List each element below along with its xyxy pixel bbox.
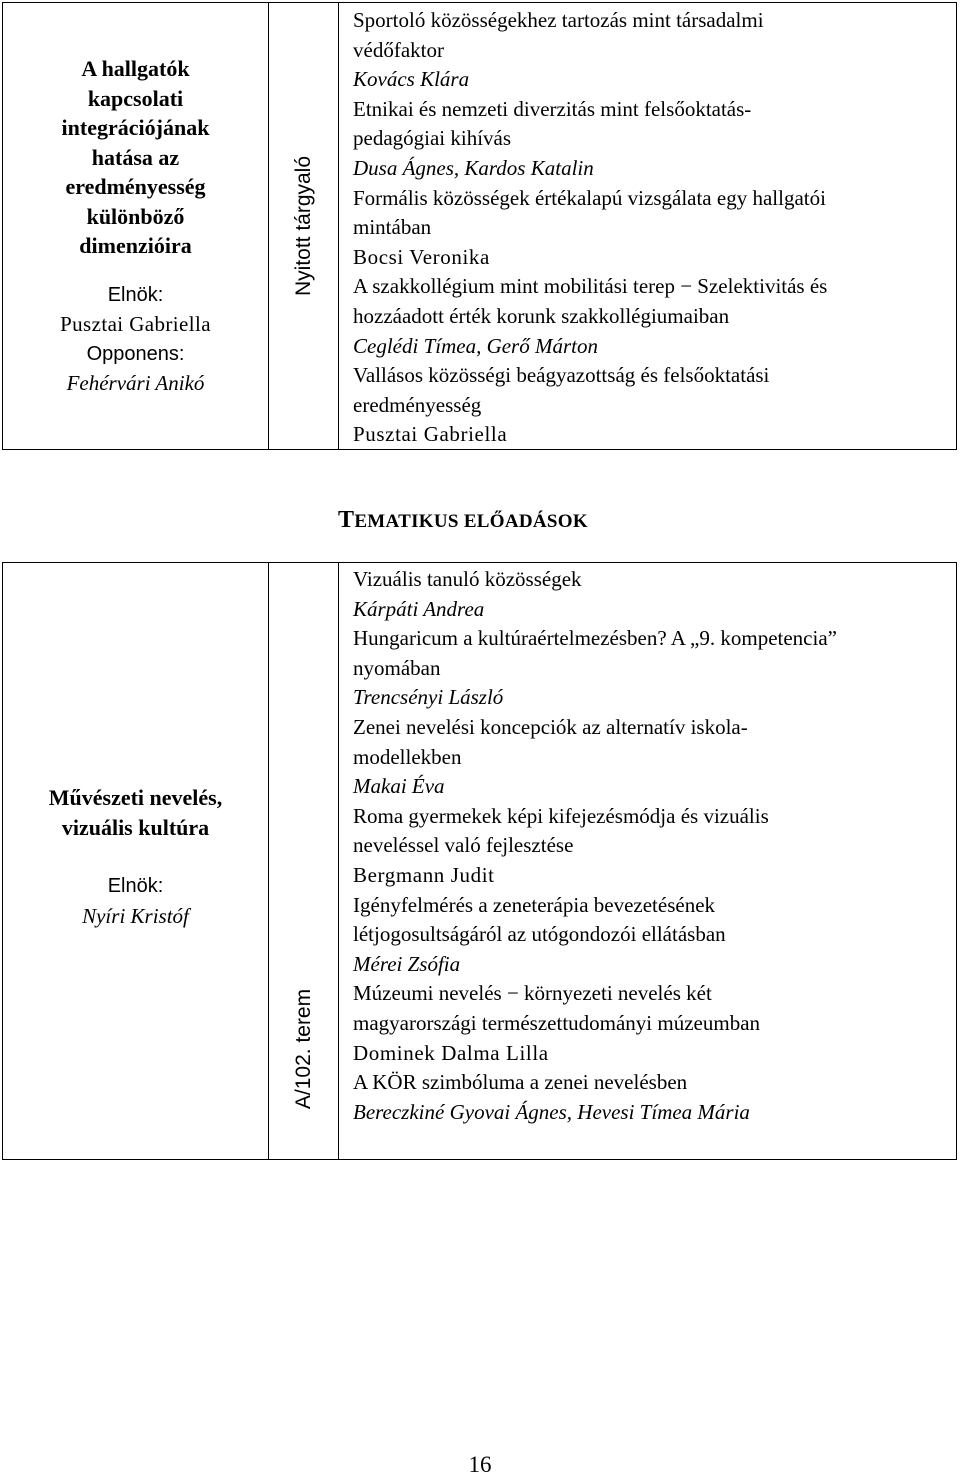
talk-title: mintában — [353, 215, 432, 240]
talk-title: Sportoló közösségekhez tartozás mint társadalmi — [353, 8, 764, 32]
page-number: 16 — [468, 1452, 492, 1477]
talk-title: pedagógiai kihívás — [353, 126, 512, 151]
talk-title: létjogosultságáról az utógondozói ellátásban — [353, 922, 726, 947]
session-table-2 — [2, 562, 957, 1160]
talk-author: Bocsi Veronika — [353, 244, 490, 269]
talk-title: magyarországi természettudományi múzeumban — [353, 1010, 761, 1035]
talk-title: Zenei nevelési koncepciók az alternatív iskola- — [353, 714, 748, 739]
talk-author: Trencsényi László — [353, 685, 504, 710]
section-heading: TEMATIKUS ELŐADÁSOK — [338, 507, 588, 533]
talk-author: Bergmann Judit — [353, 862, 495, 887]
chair-name: Nyíri Kristóf — [82, 903, 189, 928]
talk-item — [353, 1068, 948, 1127]
talk-item — [353, 361, 948, 450]
talk-author: Pusztai Gabriella — [353, 422, 508, 447]
talks-cell — [339, 563, 956, 1159]
talk-item — [353, 891, 948, 980]
session-info-cell — [3, 3, 269, 449]
session-info-cell — [3, 563, 269, 1159]
talk-item — [353, 979, 948, 1068]
talk-title: eredményesség — [353, 392, 482, 417]
talk-list — [353, 565, 948, 1127]
talk-item — [353, 95, 948, 184]
talk-author: Dusa Ágnes, Kardos Katalin — [353, 155, 594, 180]
talk-item — [353, 272, 948, 361]
chair-name: Pusztai Gabriella — [60, 311, 211, 336]
talk-author: Kárpáti Andrea — [353, 596, 485, 621]
opponent-label: Opponens: — [86, 342, 185, 365]
talk-item — [353, 802, 948, 891]
talk-title: nyomában — [353, 655, 441, 680]
room-label: Nyitott tárgyaló — [291, 155, 315, 297]
talk-item — [353, 6, 948, 95]
talk-item — [353, 565, 948, 624]
talk-title: A KÖR szimbóluma a zenei nevelésben — [353, 1070, 688, 1095]
opponent-name: Fehérvári Anikó — [66, 370, 205, 395]
chair-label: Elnök: — [107, 283, 164, 306]
talk-author: Makai Éva — [353, 774, 445, 799]
chair-label: Elnök: — [107, 875, 164, 897]
talk-author: Ceglédi Tímea, Gerő Márton — [353, 333, 598, 358]
talk-author: Bereczkiné Gyovai Ágnes, Hevesi Tímea Mária — [353, 1099, 750, 1124]
talk-author: Dominek Dalma Lilla — [353, 1040, 549, 1065]
section-title: Művészeti nevelés, vizuális kultúra — [48, 785, 223, 840]
talk-author: Kovács Klára — [353, 67, 470, 92]
talk-title: Múzeumi nevelés − környezeti nevelés két — [353, 981, 712, 1006]
talks-cell — [339, 3, 956, 449]
talk-title: Formális közösségek értékalapú vizsgálata egy hallgatói — [353, 185, 826, 210]
talk-title: Vizuális tanuló közösségek — [353, 567, 582, 591]
room-cell — [269, 563, 339, 1159]
session-table-1 — [2, 2, 957, 450]
talk-title: védőfaktor — [353, 37, 444, 62]
talk-title: Etnikai és nemzeti diverzitás mint felsőoktatás- — [353, 96, 752, 121]
talk-title: Igényfelmérés a zeneterápia bevezetésének — [353, 892, 716, 917]
room-label: A/102. terem — [291, 988, 315, 1110]
talk-author: Mérei Zsófia — [353, 951, 461, 976]
talk-title: Hungaricum a kultúraértelmezésben? A „9. kompetencia” — [353, 626, 837, 651]
talk-title: neveléssel való fejlesztése — [353, 833, 574, 858]
talk-title: Roma gyermekek képi kifejezésmódja és vizuális — [353, 803, 769, 828]
talk-title: hozzáadott érték korunk szakkollégiumaiban — [353, 303, 730, 328]
talk-title: Vallásos közösségi beágyazottság és felsőoktatási — [353, 363, 770, 388]
section-title: A hallgatók kapcsolati integrációjának hatása az eredményesség különböző dimenzióira — [61, 55, 210, 258]
talk-title: A szakkollégium mint mobilitási terep − Szelektivitás és — [353, 274, 828, 299]
talk-item — [353, 184, 948, 273]
talk-item — [353, 624, 948, 713]
room-cell — [269, 3, 339, 449]
talk-list — [353, 6, 948, 450]
talk-item — [353, 713, 948, 802]
talk-title: modellekben — [353, 744, 462, 769]
